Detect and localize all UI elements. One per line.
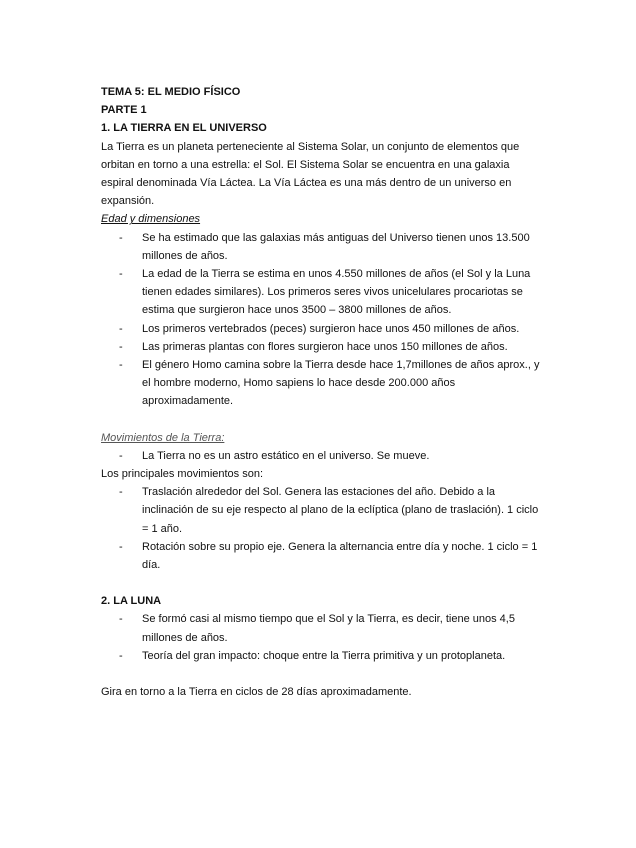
luna-list <box>101 610 541 665</box>
list-item <box>101 356 541 411</box>
section1-heading: 1. LA TIERRA EN EL UNIVERSO <box>101 122 267 135</box>
list-item <box>101 265 541 320</box>
list-item-text: Se formó casi al mismo tiempo que el Sol y la Tierra, es decir, tiene unos 4,5 millones de años. <box>142 613 515 644</box>
movimientos-list <box>101 483 541 574</box>
bullet-dash: - <box>119 322 123 335</box>
bullet-dash: - <box>119 359 123 372</box>
parte-heading: PARTE 1 <box>101 104 147 117</box>
list-item <box>101 538 541 574</box>
bullet-dash: - <box>119 613 123 626</box>
list-item-text: El género Homo camina sobre la Tierra desde hace 1,7millones de años aprox., y el hombre moderno, Homo sapiens lo hace desde 200.000 años aproximadamente. <box>142 359 540 408</box>
document-page <box>101 83 541 701</box>
bullet-dash: - <box>119 486 123 499</box>
list-item <box>101 483 541 538</box>
list-item-text: Se ha estimado que las galaxias más antiguas del Universo tienen unos 13.500 millones de años. <box>142 231 530 262</box>
bullet-dash: - <box>119 231 123 244</box>
list-item-text: La edad de la Tierra se estima en unos 4.550 millones de años (el Sol y la Luna tienen edades similares). Los primeros seres vivos unicelulares procariotas se estima que surgieron hace unos 3500 – 3800 millones de años. <box>142 268 531 317</box>
list-item <box>101 320 541 338</box>
edad-list <box>101 229 541 411</box>
list-item <box>101 647 541 665</box>
spacer <box>101 665 541 683</box>
bullet-dash: - <box>119 268 123 281</box>
list-item <box>101 447 541 465</box>
bullet-dash: - <box>119 649 123 662</box>
movimientos-subheading: Movimientos de la Tierra: <box>101 431 225 444</box>
bullet-dash: - <box>119 340 123 353</box>
edad-subheading: Edad y dimensiones <box>101 213 201 226</box>
tema-heading: TEMA 5: EL MEDIO FÍSICO <box>101 86 241 98</box>
list-item-text: Traslación alrededor del Sol. Genera las estaciones del año. Debido a la inclinación de su eje respecto al plano de la eclíptica (plano de traslación). 1 ciclo = 1 año. <box>142 486 539 535</box>
closing-paragraph: Gira en torno a la Tierra en ciclos de 28 días aproximadamente. <box>101 686 412 699</box>
list-item-text: Teoría del gran impacto: choque entre la Tierra primitiva y un protoplaneta. <box>142 649 506 662</box>
bullet-dash: - <box>119 540 123 553</box>
principales-text: Los principales movimientos son: <box>101 468 264 481</box>
section2-heading: 2. LA LUNA <box>101 595 162 608</box>
spacer <box>101 411 541 429</box>
spacer <box>101 574 541 592</box>
list-item-text: Los primeros vertebrados (peces) surgieron hace unos 450 millones de años. <box>142 322 520 335</box>
intro-paragraph: La Tierra es un planeta perteneciente al Sistema Solar, un conjunto de elementos que orbitan en torno a una estrella: el Sol. El Sistema Solar se encuentra en una galaxia espiral denominada Vía Láctea. La Vía Láctea es una más dentro de un universo en expansión. <box>101 140 520 208</box>
list-item-text: Rotación sobre su propio eje. Genera la alternancia entre día y noche. 1 ciclo = 1 día. <box>142 540 538 572</box>
list-item <box>101 338 541 356</box>
movimientos-intro-list <box>101 447 541 465</box>
bullet-dash: - <box>119 449 123 462</box>
list-item <box>101 229 541 265</box>
list-item-text: Las primeras plantas con flores surgieron hace unos 150 millones de años. <box>142 340 508 353</box>
list-item <box>101 610 541 646</box>
list-item-text: La Tierra no es un astro estático en el universo. Se mueve. <box>142 449 430 462</box>
